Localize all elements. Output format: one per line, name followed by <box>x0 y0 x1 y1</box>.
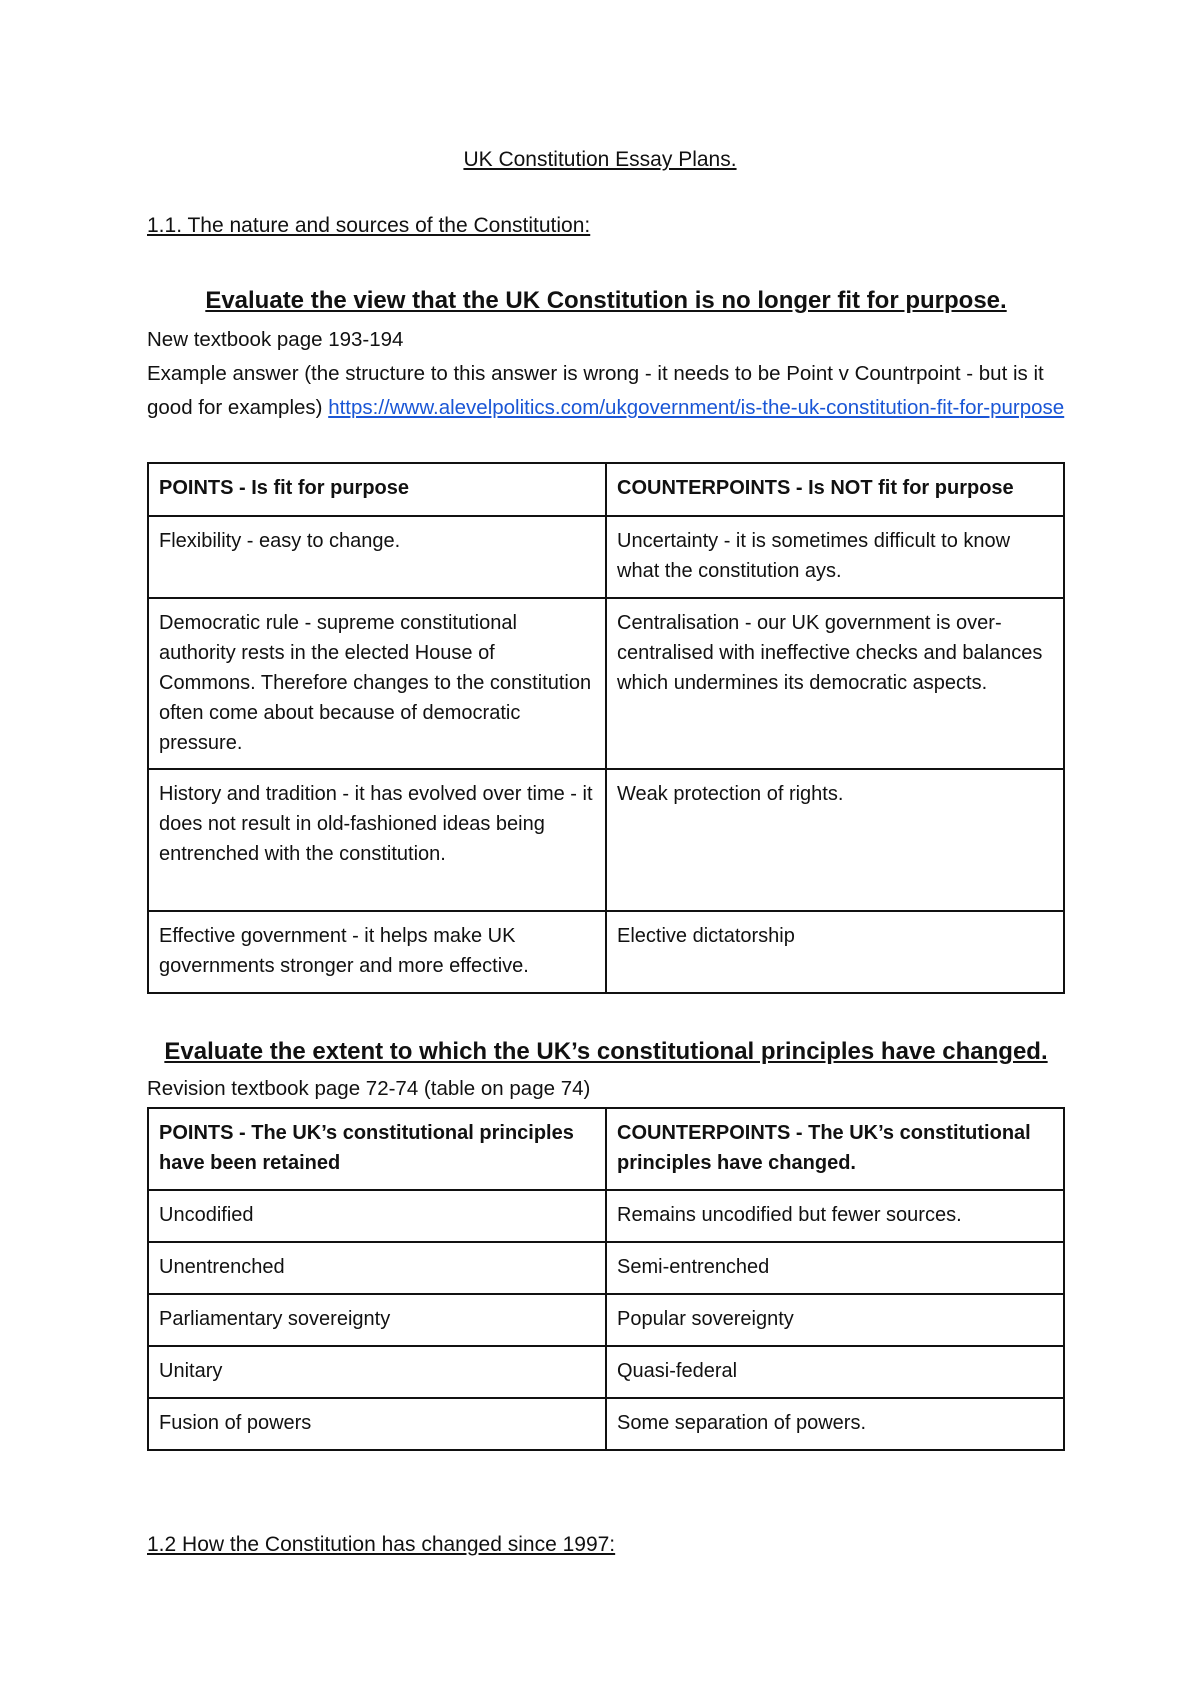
fit-for-purpose-table <box>147 462 1065 994</box>
counterpoints-header: COUNTERPOINTS - Is NOT fit for purpose <box>606 463 1064 516</box>
points-header: POINTS - The UK’s constitutional principles have been retained <box>148 1108 606 1190</box>
textbook-reference-1: New textbook page 193-194 <box>147 328 404 351</box>
counterpoint-cell: Uncertainty - it is sometimes difficult to know what the constitution ays. <box>606 516 1064 598</box>
counterpoint-cell: Quasi-federal <box>606 1346 1064 1398</box>
point-cell: Effective government - it helps make UK governments stronger and more effective. <box>148 911 606 993</box>
table-row <box>148 516 1064 598</box>
example-answer-note <box>147 357 1065 425</box>
counterpoint-cell: Remains uncodified but fewer sources. <box>606 1190 1064 1242</box>
table-row <box>148 1346 1064 1398</box>
point-cell: Democratic rule - supreme constitutional authority rests in the elected House of Commons. Therefore changes to the constitution often come about because of democratic pressure. <box>148 598 606 769</box>
table-row <box>148 769 1064 911</box>
point-cell: Flexibility - easy to change. <box>148 516 606 598</box>
point-cell: Fusion of powers <box>148 1398 606 1450</box>
constitutional-principles-table <box>147 1107 1065 1451</box>
table-row <box>148 1242 1064 1294</box>
counterpoints-header: COUNTERPOINTS - The UK’s constitutional principles have changed. <box>606 1108 1064 1190</box>
textbook-reference-2: Revision textbook page 72-74 (table on page 74) <box>147 1077 591 1100</box>
table-row <box>148 1190 1064 1242</box>
table-row <box>148 598 1064 769</box>
example-answer-link[interactable]: https://www.alevelpolitics.com/ukgovernment/is-the-uk-constitution-fit-for-purpose <box>328 396 1065 419</box>
counterpoint-cell: Centralisation - our UK government is over-centralised with ineffective checks and balances which undermines its democratic aspects. <box>606 598 1064 769</box>
counterpoint-cell: Popular sovereignty <box>606 1294 1064 1346</box>
counterpoint-cell: Weak protection of rights. <box>606 769 1064 911</box>
counterpoint-cell: Some separation of powers. <box>606 1398 1064 1450</box>
points-header: POINTS - Is fit for purpose <box>148 463 606 516</box>
table-row <box>148 1398 1064 1450</box>
counterpoint-cell: Semi-entrenched <box>606 1242 1064 1294</box>
point-cell: Unentrenched <box>148 1242 606 1294</box>
essay-question-2: Evaluate the extent to which the UK’s constitutional principles have changed. <box>164 1038 1048 1065</box>
point-cell: Uncodified <box>148 1190 606 1242</box>
section-heading-1-2: 1.2 How the Constitution has changed since 1997: <box>147 1533 616 1556</box>
counterpoint-cell: Elective dictatorship <box>606 911 1064 993</box>
point-cell: Unitary <box>148 1346 606 1398</box>
point-cell: Parliamentary sovereignty <box>148 1294 606 1346</box>
document-title: UK Constitution Essay Plans. <box>463 148 737 171</box>
essay-question-1: Evaluate the view that the UK Constitution is no longer fit for purpose. <box>205 287 1007 314</box>
table-row <box>148 1294 1064 1346</box>
example-answer-text: Example answer (the structure to this answer is wrong - it needs to be Point v Countrpoint - but is it good for examples) <box>147 362 1044 419</box>
point-cell: History and tradition - it has evolved over time - it does not result in old-fashioned ideas being entrenched with the constitution. <box>148 769 606 911</box>
table-row <box>148 911 1064 993</box>
section-heading-1-1: 1.1. The nature and sources of the Constitution: <box>147 214 591 237</box>
table-header-row <box>148 463 1064 516</box>
table-header-row <box>148 1108 1064 1190</box>
